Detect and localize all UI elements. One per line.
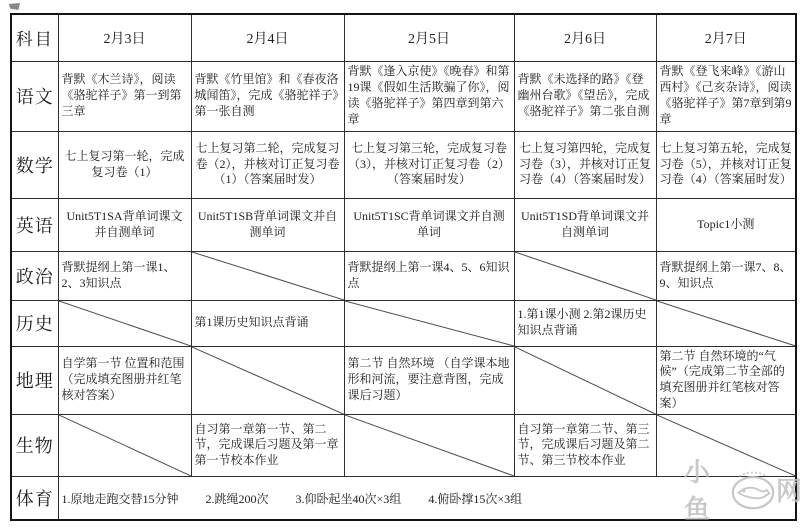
diagonal-line xyxy=(192,347,344,414)
task-cell: 第二节 自然环境的“气候”（完成第二节全部的填充图册并红笔核对答案） xyxy=(656,346,796,414)
diagonal-line xyxy=(59,301,191,346)
task-cell: 背默《登飞来峰》《游山西村》《己亥杂诗》，阅读《骆驼祥子》第7章到第9章 xyxy=(656,61,796,131)
table-row xyxy=(11,131,796,198)
pe-tasks-cell xyxy=(58,476,796,520)
header-cell-date: 2月7日 xyxy=(656,14,796,61)
diagonal-line xyxy=(345,415,514,476)
diagonal-line xyxy=(657,415,796,476)
subject-cell: 政治 xyxy=(11,251,58,300)
pe-item: 3.仰卧起坐40次×3组 xyxy=(295,491,402,506)
table-row xyxy=(11,61,796,131)
task-cell: 七上复习第二轮，完成复习卷（2），并核对订正复习卷（1）（答案届时发） xyxy=(191,131,344,198)
subject-cell: 体育 xyxy=(11,476,58,520)
table-row-pe xyxy=(11,476,796,520)
task-cell: Unit5T1SC背单词课文并自测单词 xyxy=(344,198,514,251)
pe-item: 2.跳绳200次 xyxy=(205,491,269,506)
task-cell: 自习第一章第一节、第二节，完成课后习题及第一章第一节校本作业 xyxy=(191,414,344,476)
schedule-table xyxy=(10,13,797,521)
task-cell: 背默提纲上第一课7、8、9、知识点 xyxy=(656,251,796,300)
empty-cell xyxy=(514,346,656,414)
diagonal-line xyxy=(657,301,796,346)
task-cell: 七上复习第四轮，完成复习卷（3），并核对订正复习卷（4）（答案届时发） xyxy=(514,131,656,198)
diagonal-line xyxy=(192,252,344,300)
header-cell-date: 2月4日 xyxy=(191,14,344,61)
table-row xyxy=(11,251,796,300)
task-cell: 背默提纲上第一课4、5、6知识点 xyxy=(344,251,514,300)
task-cell: 第1课历史知识点背诵 xyxy=(191,300,344,346)
diagonal-line xyxy=(515,347,656,414)
scan-artifact-mark xyxy=(9,3,20,10)
task-cell: 背默提纲上第一课1、2、3知识点 xyxy=(58,251,191,300)
empty-cell xyxy=(514,251,656,300)
table-head xyxy=(11,14,796,61)
task-cell: 七上复习第一轮，完成复习卷（1） xyxy=(58,131,191,198)
subject-cell: 英语 xyxy=(11,198,58,251)
header-cell-date: 2月3日 xyxy=(58,14,191,61)
task-cell: 背默《逢入京使》《晚春》和第19课《假如生活欺骗了你》，阅读《骆驼祥子》第四章到第六章 xyxy=(344,61,514,131)
empty-cell xyxy=(58,300,191,346)
task-cell: 背默《未选择的路》《登幽州台歌》《望岳》，完成《骆驼祥子》第二张自测 xyxy=(514,61,656,131)
header-cell-subject: 科目 xyxy=(11,14,58,61)
task-cell: 第二节 自然环境 （自学课本地形和河流，要注意背图，完成课后习题） xyxy=(344,346,514,414)
empty-cell xyxy=(344,414,514,476)
empty-cell xyxy=(191,251,344,300)
pe-items xyxy=(62,490,793,507)
empty-cell xyxy=(656,300,796,346)
subject-cell: 地理 xyxy=(11,346,58,414)
header-cell-date: 2月6日 xyxy=(514,14,656,61)
table-row xyxy=(11,198,796,251)
table-body xyxy=(11,61,796,520)
watermark-text-left: 小鱼 xyxy=(684,457,709,524)
task-cell: 1.第1课小测 2.第2课历史知识点背诵 xyxy=(514,300,656,346)
task-cell: 自学第一节 位置和范围（完成填充图册并红笔核对答案） xyxy=(58,346,191,414)
task-cell: Unit5T1SB背单词课文并自测单词 xyxy=(191,198,344,251)
empty-cell xyxy=(656,414,796,476)
header-cell-date: 2月5日 xyxy=(344,14,514,61)
table-row xyxy=(11,300,796,346)
diagonal-line xyxy=(59,415,191,476)
subject-cell: 数学 xyxy=(11,131,58,198)
empty-cell xyxy=(344,300,514,346)
subject-cell: 历史 xyxy=(11,300,58,346)
task-cell: 七上复习第五轮，完成复习卷（5），并核对订正复习卷（4）（答案届时发） xyxy=(656,131,796,198)
task-cell: 七上复习第三轮，完成复习卷（3），并核对订正复习卷（2）（答案届时发） xyxy=(344,131,514,198)
empty-cell xyxy=(58,414,191,476)
task-cell: Unit5T1SD背单词课文并自测单词 xyxy=(514,198,656,251)
subject-cell: 生物 xyxy=(11,414,58,476)
watermark-text-right: 网 xyxy=(775,475,800,506)
empty-cell xyxy=(191,346,344,414)
pe-item: 1.原地走跑交替15分钟 xyxy=(61,491,179,506)
pe-item: 4.俯卧撑15次×3组 xyxy=(428,491,523,506)
task-cell: Unit5T1SA背单词课文并自测单词 xyxy=(58,198,191,251)
subject-cell: 语文 xyxy=(11,61,58,131)
table-row xyxy=(11,414,796,476)
task-cell: 背默《木兰诗》，阅读《骆驼祥子》第一到第三章 xyxy=(58,61,191,131)
task-cell: 自习第一章第二节、第三节，完成课后习题及第二节、第三节校本作业 xyxy=(514,414,656,476)
diagonal-line xyxy=(345,301,514,346)
table-row xyxy=(11,346,796,414)
task-cell: Topic1小测 xyxy=(656,198,796,251)
task-cell: 背默《竹里馆》和《春夜洛城闻笛》，完成《骆驼祥子》第一张自测 xyxy=(191,61,344,131)
diagonal-line xyxy=(515,252,656,300)
